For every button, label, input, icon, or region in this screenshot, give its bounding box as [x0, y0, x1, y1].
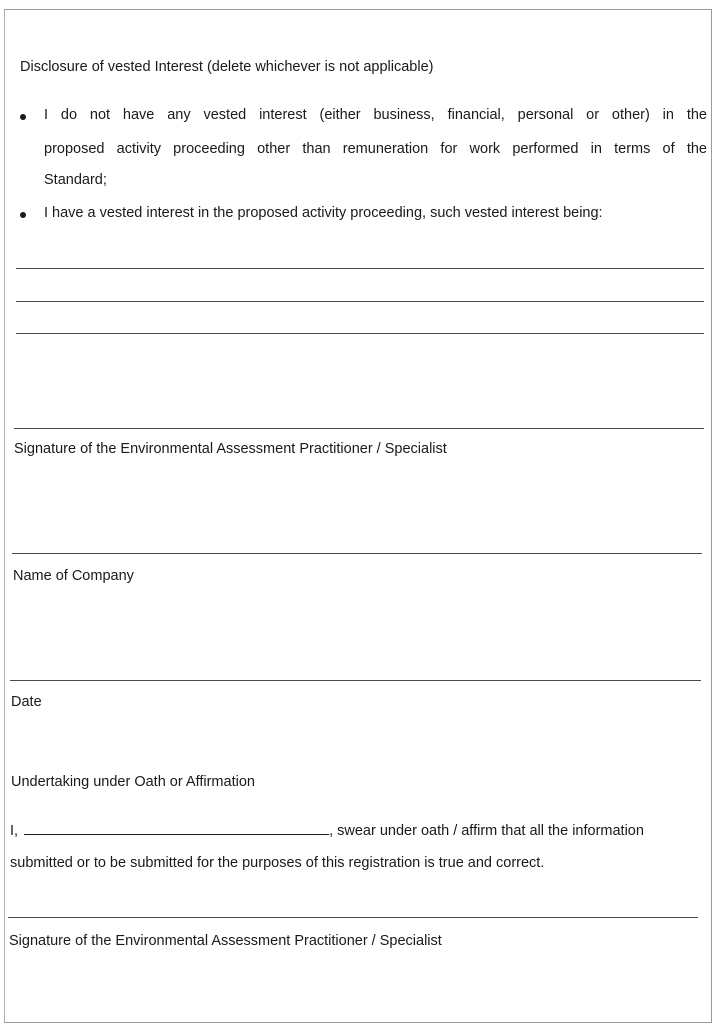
company-line[interactable]: [12, 553, 702, 554]
oath-line-2: submitted or to be submitted for the purposes of this registration is true and correct.: [10, 855, 545, 871]
vested-interest-line-3[interactable]: [16, 333, 704, 334]
oath-heading: Undertaking under Oath or Affirmation: [11, 774, 255, 790]
oath-suffix: , swear under oath / affirm that all the information: [329, 823, 644, 839]
signature-label-1: Signature of the Environmental Assessment Practitioner / Specialist: [14, 441, 447, 457]
oath-prefix: I,: [10, 823, 19, 839]
oath-line-1: [10, 822, 644, 839]
company-label: Name of Company: [13, 568, 134, 584]
vested-interest-line-2[interactable]: [16, 301, 704, 302]
bullet-1-line-3: Standard;: [44, 172, 107, 188]
signature-line-1[interactable]: [14, 428, 704, 429]
bullet-dot-icon: [20, 114, 26, 120]
date-label: Date: [11, 694, 42, 710]
vested-interest-line-1[interactable]: [16, 268, 704, 269]
bullet-1-line-1: I do not have any vested interest (either business, financial, personal or other) in the: [44, 107, 707, 123]
date-line[interactable]: [10, 680, 701, 681]
signature-label-2: Signature of the Environmental Assessment Practitioner / Specialist: [9, 933, 442, 949]
signature-line-2[interactable]: [8, 917, 698, 918]
bullet-2-text: I have a vested interest in the proposed activity proceeding, such vested interest being:: [44, 205, 603, 221]
disclosure-heading: Disclosure of vested Interest (delete whichever is not applicable): [20, 59, 434, 75]
bullet-1-line-2: proposed activity proceeding other than remuneration for work performed in terms of the: [44, 141, 707, 157]
bullet-dot-icon: [20, 212, 26, 218]
oath-name-field[interactable]: [24, 822, 329, 835]
